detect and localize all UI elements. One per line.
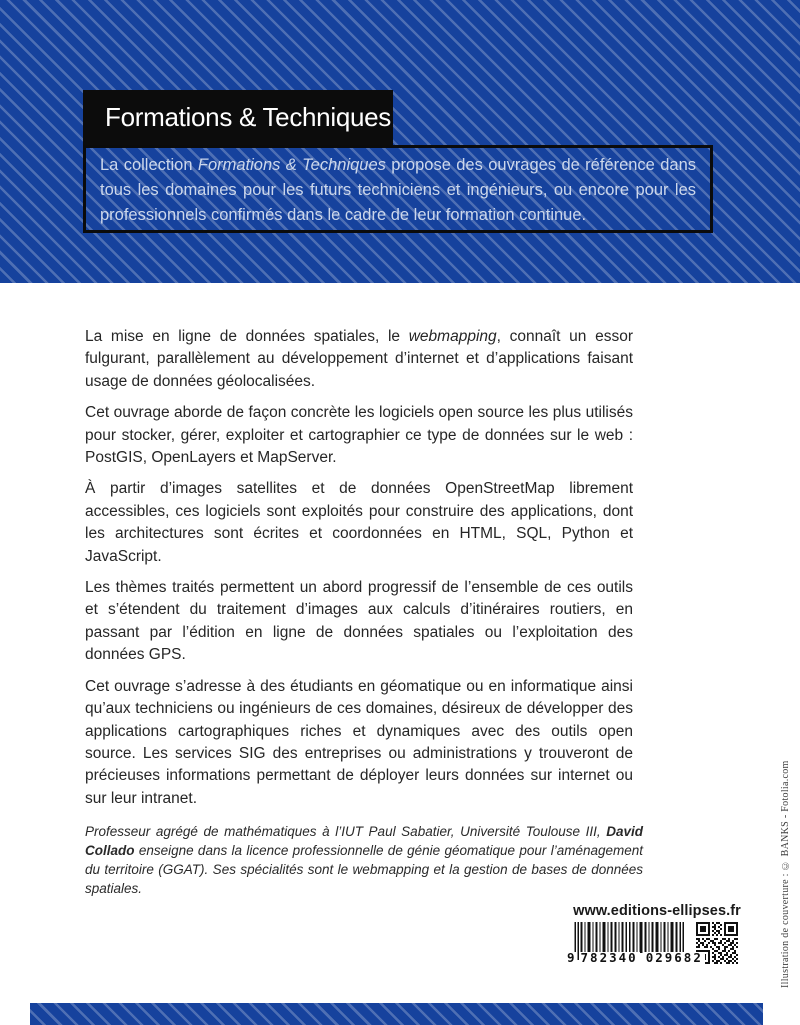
barcode-group-2: 029682 — [645, 950, 703, 965]
publisher-website: www.editions-ellipses.fr — [573, 903, 741, 919]
collection-description-box: La collection Formations & Techniques propose des ouvrages de référence dans tous les domaines pour les futurs techniciens et ingénieurs, ou encore pour les professionnels confirmés dans le cadre de leur formation continue. — [83, 145, 713, 233]
paragraph-audience: Cet ouvrage s’adresse à des étudiants en géomatique ou en informatique ainsi qu’aux techniciens ou ingénieurs de ces domaines, désireux de développer des applications cartographiques riches et dynamiques avec des outils open source. Les services SIG des entreprises ou administrations y trouveront de précieuses informations permettant de déployer leurs données sur internet ou sur leur intranet. — [85, 677, 633, 807]
author-bio: Professeur agrégé de mathématiques à l’IUT Paul Sabatier, Université Toulouse III, David Collado enseigne dans la licence professionnelle de génie géomatique pour l’aménagement du territoire (GGAT). Ses spécialités sont le webmapping et la gestion de bases de données spatiales. — [85, 824, 643, 896]
barcode-group-1: 782340 — [580, 950, 638, 965]
series-banner — [83, 90, 393, 145]
top-blue-band — [0, 0, 800, 283]
paragraph-openstreetmap: À partir d’images satellites et de données OpenStreetMap librement accessibles, ces logiciels sont exploités pour construire des applications, dont les architectures sont écrites et coordonnées en HTML, SQL, Python et JavaScript. — [85, 480, 633, 565]
ean13-barcode — [567, 922, 703, 965]
bottom-blue-band — [30, 1003, 763, 1025]
barcode-digits — [566, 950, 703, 965]
barcode-prefix: 9 — [567, 950, 575, 965]
paragraph-themes: Les thèmes traités permettent un abord progressif de l’ensemble de ces outils et s’étendent du traitement d’images aux calculs d’itinéraires routiers, en passant par l’édition en ligne de données spatiales ou l’exploitation des données GPS. — [85, 579, 633, 664]
series-title: Formations & Techniques — [105, 102, 391, 132]
paragraph-open-source-tools: Cet ouvrage aborde de façon concrète les logiciels open source les plus utilisés pour stocker, gérer, exploiter et cartographier ce type de données sur le web : PostGIS, OpenLayers et MapServer. — [85, 404, 633, 467]
commerce-block — [568, 903, 746, 964]
codes-row — [568, 922, 746, 964]
cover-illustration-credit: Illustration de couverture : © BANKS - Fotolia.com — [780, 760, 791, 988]
paragraph-webmapping-intro: La mise en ligne de données spatiales, le webmapping, connaît un essor fulgurant, parallèlement au développement d’internet et d’applications faisant usage de données géolocalisées. — [85, 328, 633, 390]
back-cover-text — [85, 326, 633, 819]
